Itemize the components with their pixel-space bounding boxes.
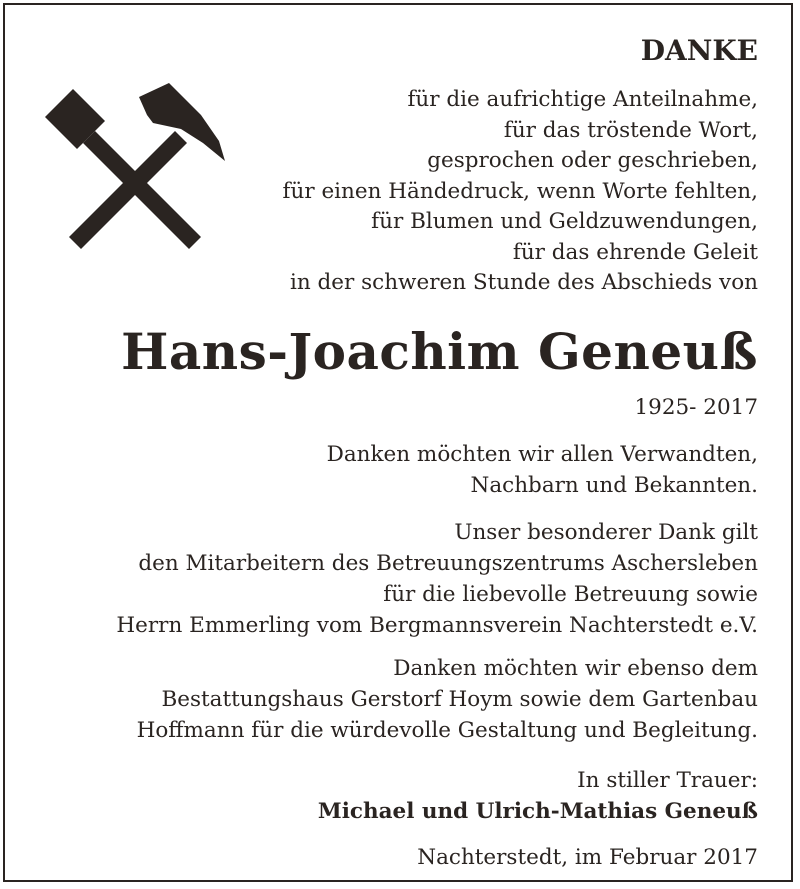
closing-block: [318, 765, 758, 827]
intro-line: in der schweren Stunde des Abschieds von: [289, 270, 758, 295]
paragraph-line: Herrn Emmerling vom Bergmannsverein Nachterstedt e.V.: [116, 613, 758, 638]
paragraph-line: Unser besonderer Dank gilt: [454, 520, 758, 545]
intro-text: [283, 85, 758, 299]
paragraph-line: Bestattungshaus Gerstorf Hoym sowie dem Gartenbau: [161, 687, 758, 712]
intro-line: gesprochen oder geschrieben,: [427, 148, 758, 173]
mourner-names: Michael und Ulrich-Mathias Geneuß: [317, 799, 758, 824]
intro-line: für die aufrichtige Anteilnahme,: [407, 87, 758, 112]
deceased-name: Hans-Joachim Geneuß: [121, 322, 758, 381]
hammer-and-pick-icon: [43, 79, 228, 251]
intro-line: für einen Händedruck, wenn Worte fehlten,: [282, 178, 758, 204]
paragraph-line: Hoffmann für die würdevolle Gestaltung und Begleitung.: [136, 718, 758, 743]
paragraph-line: für die liebevolle Betreuung sowie: [383, 582, 758, 607]
mourning-line: In stiller Trauer:: [577, 768, 758, 793]
paragraph-line: Danken möchten wir allen Verwandten,: [326, 442, 758, 467]
paragraph-line: Danken möchten wir ebenso dem: [393, 656, 758, 681]
thanks-paragraph-relatives: [327, 439, 758, 501]
heading: DANKE: [640, 34, 758, 67]
obituary-card: [3, 3, 793, 882]
paragraph-line: den Mitarbeitern des Betreuungszentrums Aschersleben: [138, 551, 758, 576]
paragraph-line: Nachbarn und Bekannten.: [470, 473, 758, 498]
intro-line: für das ehrende Geleit: [512, 239, 758, 265]
intro-line: für Blumen und Geldzuwendungen,: [371, 209, 758, 234]
thanks-paragraph-services: [137, 653, 758, 746]
life-dates: 1925- 2017: [634, 395, 758, 420]
intro-line: für das tröstende Wort,: [503, 117, 758, 143]
place-and-date: Nachterstedt, im Februar 2017: [417, 845, 758, 870]
thanks-paragraph-special: [116, 517, 758, 641]
